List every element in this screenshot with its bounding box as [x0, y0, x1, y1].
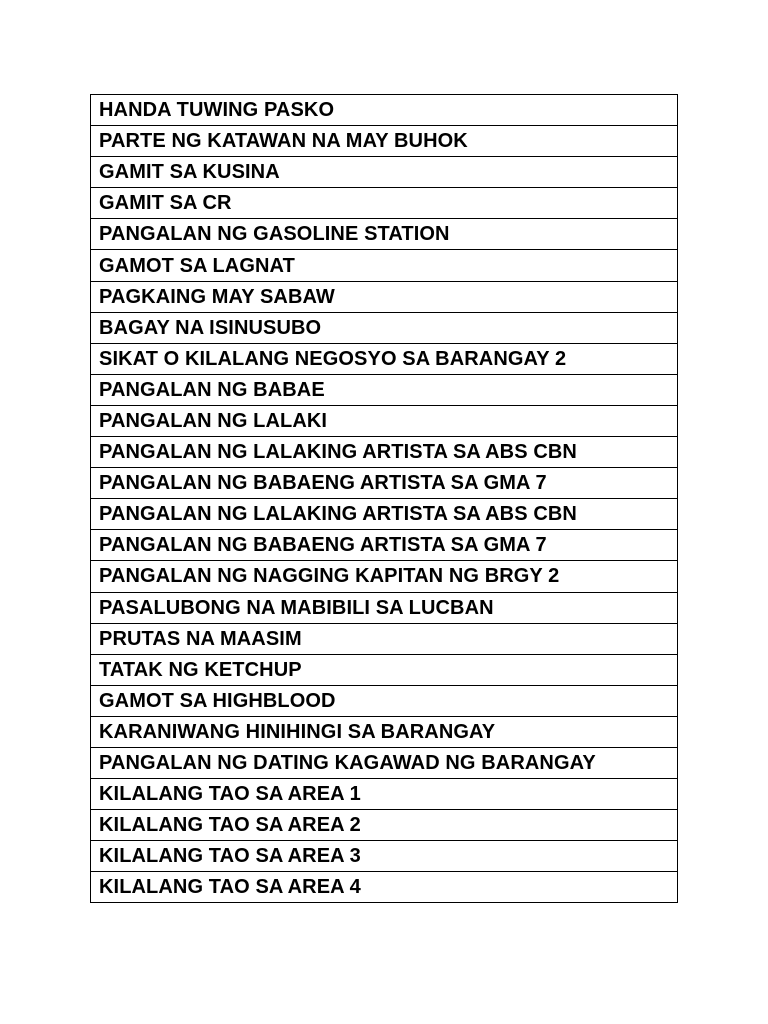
table-cell: PANGALAN NG LALAKING ARTISTA SA ABS CBN [91, 437, 678, 468]
table-row [91, 405, 678, 436]
table-cell: KILALANG TAO SA AREA 2 [91, 810, 678, 841]
table-row [91, 250, 678, 281]
table-cell: PANGALAN NG GASOLINE STATION [91, 219, 678, 250]
table-row [91, 95, 678, 126]
table-cell: KILALANG TAO SA AREA 3 [91, 841, 678, 872]
table-cell: SIKAT O KILALANG NEGOSYO SA BARANGAY 2 [91, 343, 678, 374]
table-cell: PANGALAN NG NAGGING KAPITAN NG BRGY 2 [91, 561, 678, 592]
table-row [91, 219, 678, 250]
table-cell: GAMOT SA LAGNAT [91, 250, 678, 281]
table-cell: PANGALAN NG BABAE [91, 374, 678, 405]
table-cell: KARANIWANG HINIHINGI SA BARANGAY [91, 716, 678, 747]
table-cell: GAMIT SA CR [91, 188, 678, 219]
table-row [91, 685, 678, 716]
table-row [91, 561, 678, 592]
table-row [91, 437, 678, 468]
table-row [91, 126, 678, 157]
table-row [91, 779, 678, 810]
table-row [91, 716, 678, 747]
table-cell: PRUTAS NA MAASIM [91, 623, 678, 654]
table-row [91, 654, 678, 685]
table-cell: HANDA TUWING PASKO [91, 95, 678, 126]
table-row [91, 157, 678, 188]
table-row [91, 343, 678, 374]
table-cell: GAMOT SA HIGHBLOOD [91, 685, 678, 716]
table-cell: PANGALAN NG DATING KAGAWAD NG BARANGAY [91, 747, 678, 778]
table-cell: PARTE NG KATAWAN NA MAY BUHOK [91, 126, 678, 157]
table-row [91, 841, 678, 872]
table-cell: PANGALAN NG LALAKING ARTISTA SA ABS CBN [91, 499, 678, 530]
table-cell: PAGKAING MAY SABAW [91, 281, 678, 312]
table-cell: TATAK NG KETCHUP [91, 654, 678, 685]
table-cell: PANGALAN NG BABAENG ARTISTA SA GMA 7 [91, 468, 678, 499]
table-cell: GAMIT SA KUSINA [91, 157, 678, 188]
category-table [90, 94, 678, 903]
table-row [91, 374, 678, 405]
table-row [91, 468, 678, 499]
table-row [91, 281, 678, 312]
table-row [91, 188, 678, 219]
table-cell: PANGALAN NG BABAENG ARTISTA SA GMA 7 [91, 530, 678, 561]
table-cell: KILALANG TAO SA AREA 4 [91, 872, 678, 903]
table-row [91, 499, 678, 530]
table-row [91, 810, 678, 841]
table-cell: PASALUBONG NA MABIBILI SA LUCBAN [91, 592, 678, 623]
table-cell: BAGAY NA ISINUSUBO [91, 312, 678, 343]
table-row [91, 312, 678, 343]
table-row [91, 872, 678, 903]
table-row [91, 530, 678, 561]
table-cell: PANGALAN NG LALAKI [91, 405, 678, 436]
table-row [91, 592, 678, 623]
table-row [91, 747, 678, 778]
table-row [91, 623, 678, 654]
table-cell: KILALANG TAO SA AREA 1 [91, 779, 678, 810]
